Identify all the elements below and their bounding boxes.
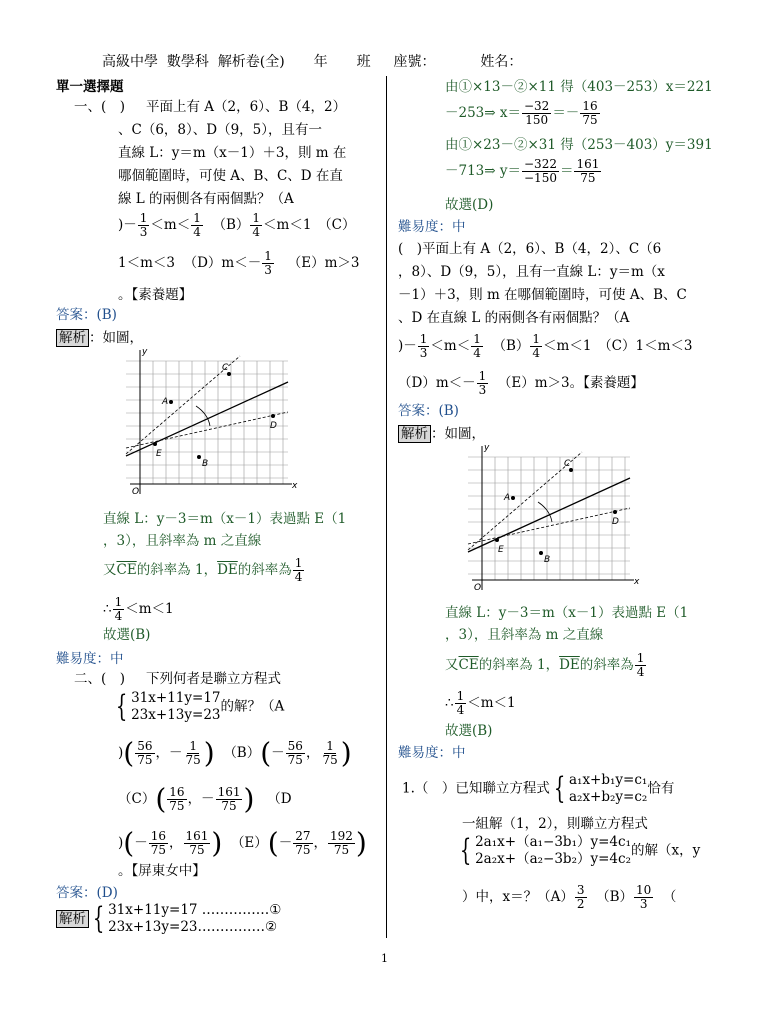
r-choose-d: 故選(D) bbox=[445, 197, 494, 213]
header-name: 姓名： bbox=[480, 54, 523, 70]
r-q-difficulty: 難易度：中 bbox=[398, 745, 466, 761]
r-s1: 由①×13－②×11 得（403－253）x＝221 bbox=[445, 79, 713, 95]
p1-eq2: a₂x+b₂y=c₂ bbox=[568, 789, 648, 805]
header-paper: 解析卷(全) bbox=[217, 54, 285, 70]
analysis-label: 解析 bbox=[56, 329, 89, 347]
header-subject: 數學科 bbox=[166, 54, 209, 70]
page-header bbox=[102, 53, 522, 71]
analysis-label: 解析 bbox=[398, 425, 431, 443]
fraction: $\frac{1}{4}$ bbox=[294, 556, 303, 584]
q2-options-row2: （C）( $\frac{16}{75}$ ，－ $\frac{161}{75}$ ) （D bbox=[118, 782, 292, 816]
fraction: $\frac{1}{4}$ bbox=[252, 211, 261, 239]
label-a: A bbox=[162, 397, 169, 407]
point-d bbox=[613, 510, 617, 514]
point-e bbox=[495, 538, 499, 542]
p1-eq1: a₁x+b₁y=c₁ bbox=[568, 772, 648, 788]
r-q-line4: 、D 在直線 L 的兩側各有兩個點？（A bbox=[398, 310, 630, 326]
r-s3: 由①×23－②×31 得（253－403）y＝391 bbox=[445, 137, 713, 153]
fraction: $\frac{1}{3}$ bbox=[264, 249, 272, 277]
p1-line1: 1.（ ）已知聯立方程式 { a₁x+b₁y=c₁ a₂x+b₂y=c₂恰有 bbox=[402, 771, 675, 806]
label-d: D bbox=[270, 421, 277, 431]
q1-exp4: ∴ $\frac{1}{4}$ ＜m＜1 bbox=[103, 595, 174, 623]
r-q-line3: －1）＋3，則 m 在哪個範圍時，可使 A、B、C bbox=[398, 287, 687, 303]
r-q-options-row1: )－ $\frac{1}{3}$ ＜m＜ $\frac{1}{4}$ （B） $\frac{1}{4}$ ＜m＜1 （C）1＜m＜3 bbox=[398, 332, 693, 360]
q2-number: 二、( ) bbox=[74, 671, 126, 687]
p1-line2: 一組解（1，2），則聯立方程式 bbox=[462, 816, 648, 832]
q1-choose: 故選(B) bbox=[103, 627, 151, 643]
q2-system: { 31x+11y=17 23x+13y=23的解？（A bbox=[115, 689, 285, 724]
r-q-exp4: ∴ $\frac{1}{4}$ ＜m＜1 bbox=[445, 689, 516, 717]
point-a bbox=[511, 496, 515, 500]
q2-sol1: 31x+11y=17 ……………① bbox=[108, 902, 282, 918]
q2-line1: 下列何者是聯立方程式 bbox=[146, 671, 281, 687]
p1-system2: { 2a₁x+（a₁−3b₁）y=4c₁ 2a₂x+（a₂−3b₂）y=4c₂的解（x，y bbox=[459, 833, 701, 868]
q1-graph bbox=[122, 344, 302, 504]
q1-tag: 。【素養題】 bbox=[118, 287, 193, 303]
p1-eq3: 2a₁x+（a₁−3b₁）y=4c₁ bbox=[475, 834, 631, 850]
point-b bbox=[539, 551, 543, 555]
q2-tag: 。【屏東女中】 bbox=[118, 863, 206, 879]
q1-line4: 哪個範圍時，可使 A、B、C、D 在直 bbox=[118, 168, 343, 184]
header-class: 班 bbox=[356, 54, 371, 70]
label-b: B bbox=[202, 459, 209, 469]
point-d bbox=[271, 414, 275, 418]
r-q-exp2: ，3），且斜率為 m 之直線 bbox=[445, 627, 604, 643]
label-x: x bbox=[292, 481, 298, 491]
label-e: E bbox=[498, 545, 504, 555]
r-q-choose: 故選(B) bbox=[445, 723, 493, 739]
q2-options-row1: )( $\frac{56}{75}$ ，－ $\frac{1}{75}$ ) （B）(－ $\frac{56}{75}$ ， $\frac{1}{75}$ ) bbox=[118, 736, 352, 770]
q1-number: 一、( ) bbox=[74, 99, 126, 115]
q1-line3: 直線 L：y＝m（x－1）＋3，則 m 在 bbox=[118, 145, 347, 161]
r-q-exp1: 直線 L：y－3＝m（x－1）表過點 E（1 bbox=[445, 605, 689, 621]
q2-answer: 答案：(D) bbox=[56, 885, 118, 901]
section-title: 單一選擇題 bbox=[56, 79, 124, 95]
p1-number: 1.（ ） bbox=[402, 780, 456, 797]
header-year: 年 bbox=[313, 54, 328, 70]
label-o: O bbox=[132, 487, 140, 497]
r-q-line1: ( )平面上有 A（2，6）、B（4，2）、C（6 bbox=[398, 241, 662, 257]
q2-sol2: 23x+13y=23……………② bbox=[108, 919, 278, 935]
q2-eq1: 31x+11y=17 bbox=[131, 690, 221, 706]
q1-line1: 平面上有 A（2，6）、B（4，2） bbox=[146, 99, 347, 115]
r-q-line2: ，8）、D（9，5），且有一直線 L：y＝m（x bbox=[398, 264, 665, 280]
point-b bbox=[197, 455, 201, 459]
r-s2: －253⇒ x＝ $\frac{-32}{150}$ ＝－ $\frac{16}{75}$ bbox=[445, 99, 598, 127]
q1-exp3: 又$\overline{CE}$的斜率為 1，$\overline{DE}$的斜率為 $\frac{1}{4}$ bbox=[103, 556, 303, 584]
label-x: x bbox=[634, 577, 640, 587]
r-q-analysis: 解析 ：如圖， bbox=[398, 425, 485, 443]
r-q-graph bbox=[464, 440, 644, 600]
r-q-options-row2: （D）m＜－ $\frac{1}{3}$ （E）m＞3。【素養題】 bbox=[398, 369, 644, 397]
p1-eq4: 2a₂x+（a₂−3b₂）y=4c₂ bbox=[475, 851, 631, 867]
label-c: C bbox=[564, 459, 571, 469]
point-e bbox=[153, 442, 157, 446]
r-q-answer: 答案：(B) bbox=[398, 403, 459, 419]
q1-options-row2: 1＜m＜3 （D）m＜－ $\frac{1}{3}$ （E）m＞3 bbox=[118, 249, 360, 277]
p1-line4: ）中，x＝？（A） $\frac{3}{2}$ （B） $\frac{10}{3}$ （ bbox=[462, 883, 677, 911]
q2-options-row3: )(－ $\frac{16}{75}$ ， $\frac{161}{75}$ ) （E）(－ $\frac{27}{75}$ ， $\frac{192}{75}$ ) bbox=[118, 826, 367, 860]
q1-exp2: ，3），且斜率為 m 之直線 bbox=[103, 533, 262, 549]
label-y: y bbox=[142, 347, 148, 357]
q1-difficulty: 難易度：中 bbox=[56, 651, 124, 667]
q1-analysis: 解析 ：如圖， bbox=[56, 329, 143, 347]
label-d: D bbox=[612, 517, 619, 527]
label-e: E bbox=[156, 449, 162, 459]
column-divider bbox=[386, 76, 387, 938]
r-s4: －713⇒ y＝ $\frac{-322}{-150}$ ＝ $\frac{161}{75}$ bbox=[445, 157, 600, 185]
page-number: 1 bbox=[381, 952, 388, 965]
q2-eq2: 23x+13y=23 bbox=[131, 707, 221, 723]
label-c: C bbox=[222, 363, 229, 373]
q1-options-row1: )－ $\frac{1}{3}$ ＜m＜ $\frac{1}{4}$ （B） $\frac{1}{4}$ ＜m＜1 （C） bbox=[118, 211, 356, 239]
fraction: $\frac{1}{4}$ bbox=[114, 595, 123, 623]
label-y: y bbox=[484, 443, 490, 453]
point-a bbox=[169, 400, 173, 404]
line-l bbox=[126, 382, 288, 456]
fraction: $\frac{1}{3}$ bbox=[139, 211, 148, 239]
q2-analysis: 解析 { 31x+11y=17 ……………① 23x+13y=23……………② bbox=[56, 902, 281, 938]
q1-line5: 線 L 的兩側各有兩個點？（A bbox=[118, 191, 294, 207]
fraction: $\frac{1}{4}$ bbox=[193, 211, 201, 239]
q1-line2: 、C（6，8）、D（9，5），且有一 bbox=[118, 122, 323, 138]
header-seat: 座號： bbox=[393, 54, 436, 70]
line-l bbox=[468, 478, 630, 552]
label-o: O bbox=[474, 583, 482, 593]
header-school: 高級中學 bbox=[102, 54, 158, 70]
label-a: A bbox=[504, 493, 511, 503]
analysis-label: 解析 bbox=[56, 910, 89, 928]
q1-answer: 答案：(B) bbox=[56, 307, 117, 323]
r-difficulty1: 難易度：中 bbox=[398, 219, 466, 235]
label-b: B bbox=[544, 555, 551, 565]
q1-exp1: 直線 L：y－3＝m（x－1）表過點 E（1 bbox=[103, 511, 347, 527]
r-q-exp3: 又$\overline{CE}$的斜率為 1，$\overline{DE}$的斜率為 $\frac{1}{4}$ bbox=[445, 651, 645, 679]
